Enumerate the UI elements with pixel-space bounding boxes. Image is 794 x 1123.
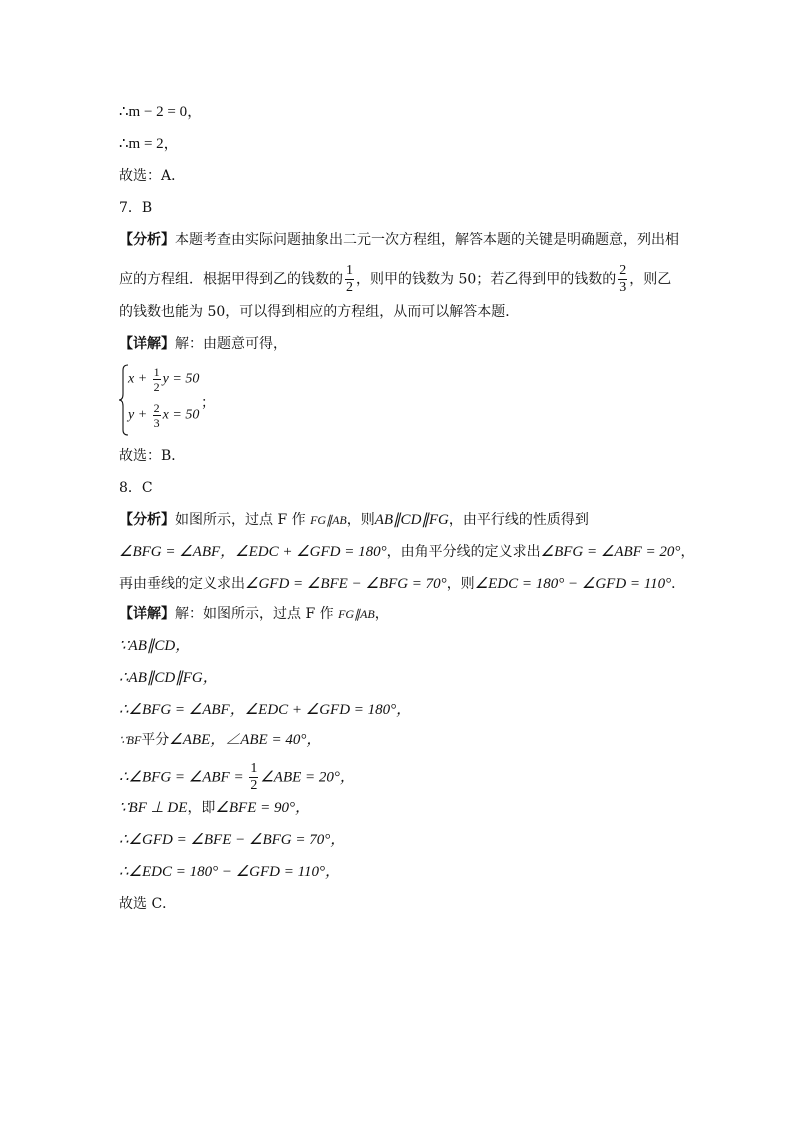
math-abe-40: ∠ABE，∠ABE = 40°， <box>169 732 322 748</box>
q8-analysis-text: ，则 <box>346 512 375 528</box>
fraction-numerator: 1 <box>250 761 258 776</box>
q7-analysis-text-1: 本题考查由实际问题抽象出二元一次方程组，解答本题的关键是明确题意，列出相 <box>175 232 679 248</box>
fraction-denominator: 3 <box>153 416 160 430</box>
fraction-two-thirds <box>153 402 161 429</box>
q6-answer: 故选：A． <box>119 168 186 184</box>
q7-analysis-text-2a: 应的方程组．根据甲得到乙的钱数的 <box>119 271 343 288</box>
q7-analysis-text-2b: ，则甲的钱数为 50；若乙得到甲的钱数的 <box>356 271 617 288</box>
q8-header: 8．C <box>119 480 153 496</box>
step-m-minus-2: ∴m − 2 = 0， <box>119 104 203 120</box>
math-bfg-abf: ∴∠BFG = ∠ABF = <box>119 769 248 786</box>
step-ab-parallel-cd: ∵AB∥CD， <box>119 638 191 654</box>
q7-analysis-text-2c: ，则乙 <box>629 271 672 288</box>
q8-answer: 故选 C． <box>119 896 177 912</box>
q8-analysis-text: ，由平行线的性质得到 <box>448 512 589 528</box>
eq1-left: x + <box>128 371 151 387</box>
q7-analysis-line-3: 的钱数也能为 50，可以得到相应的方程组，从而可以解答本题． <box>119 304 520 320</box>
step-bf-bisects <box>119 730 321 750</box>
step-bf-perp-de <box>119 798 310 818</box>
q8-analysis-text: 再由垂线的定义求出 <box>119 576 245 592</box>
fraction-numerator: 2 <box>153 401 160 415</box>
eq2-right: x = 50 <box>162 407 200 423</box>
q8-analysis-text: ， <box>680 544 695 560</box>
q8-detail-text: ， <box>374 606 389 622</box>
q8-analysis-text: ，由角平分线的定义求出 <box>386 544 541 560</box>
math-bfg-20: ∠BFG = ∠ABF = 20° <box>540 544 681 560</box>
math-angle-relations: ∠BFG = ∠ABF，∠EDC + ∠GFD = 180° <box>119 544 387 560</box>
fraction-denominator: 2 <box>250 778 258 793</box>
q8-analysis-text: ． <box>671 576 686 592</box>
q8-detail-text: 解：如图所示，过点 F 作 <box>175 606 339 622</box>
fraction-one-half <box>345 264 354 295</box>
q8-analysis-text: ，则 <box>446 576 475 592</box>
step-edc-110: ∴∠EDC = 180° − ∠GFD = 110°， <box>119 864 341 880</box>
q7-header: 7．B <box>119 200 153 216</box>
math-abe-20: ∠ABE = 20°， <box>260 769 355 786</box>
text-bisects: 平分 <box>141 732 170 748</box>
math-ab-cd-fg-parallel: AB∥CD∥FG <box>374 512 449 528</box>
step-ab-cd-fg-parallel: ∴AB∥CD∥FG， <box>119 670 218 686</box>
math-bf: ∵BF <box>119 733 142 747</box>
q7-answer: 故选：B． <box>119 448 186 464</box>
step-bfg-20 <box>119 762 355 793</box>
analysis-tag: 【分析】 <box>119 512 175 528</box>
equation-1 <box>128 366 199 393</box>
math-bf-perp-de: ∵BF ⊥ DE <box>119 800 188 816</box>
fraction-one-half <box>153 366 161 393</box>
fraction-denominator: 2 <box>153 380 160 394</box>
fraction-numerator: 1 <box>346 263 353 278</box>
system-semicolon: ； <box>201 396 215 411</box>
q8-analysis-line-1 <box>119 510 589 530</box>
step-m-equals-2: ∴m = 2， <box>119 136 179 152</box>
equation-system <box>119 364 239 436</box>
q7-analysis-line-2 <box>119 264 671 295</box>
fraction-one-half <box>249 762 258 793</box>
math-fg-parallel-ab: FG∥AB <box>338 607 375 621</box>
q7-analysis-line-1 <box>119 230 679 250</box>
eq1-right: y = 50 <box>162 371 200 387</box>
fraction-two-thirds <box>618 264 627 295</box>
math-fg-parallel-ab: FG∥AB <box>310 513 347 527</box>
q8-analysis-line-3 <box>119 574 685 594</box>
fraction-numerator: 2 <box>619 263 627 278</box>
text-namely: ，即 <box>187 800 216 816</box>
step-angle-relations: ∴∠BFG = ∠ABF，∠EDC + ∠GFD = 180°， <box>119 702 412 718</box>
math-gfd-70: ∠GFD = ∠BFE − ∠BFG = 70° <box>245 576 447 592</box>
detail-tag: 【详解】 <box>119 336 175 352</box>
math-edc-110: ∠EDC = 180° − ∠GFD = 110° <box>474 576 672 592</box>
fraction-denominator: 2 <box>346 280 353 295</box>
step-gfd-70: ∴∠GFD = ∠BFE − ∠BFG = 70°， <box>119 832 346 848</box>
analysis-tag: 【分析】 <box>119 232 175 248</box>
q8-detail-line <box>119 604 389 624</box>
detail-tag: 【详解】 <box>119 606 175 622</box>
fraction-numerator: 1 <box>153 365 160 379</box>
q8-analysis-text: 如图所示，过点 F 作 <box>175 512 311 528</box>
fraction-denominator: 3 <box>619 280 627 295</box>
q7-detail-text: 解：由题意可得， <box>175 336 287 352</box>
q7-detail-line <box>119 334 287 354</box>
equation-2 <box>128 402 199 429</box>
eq2-left: y + <box>128 407 151 423</box>
q8-analysis-line-2 <box>119 542 694 562</box>
math-bfe-90: ∠BFE = 90°， <box>215 800 310 816</box>
